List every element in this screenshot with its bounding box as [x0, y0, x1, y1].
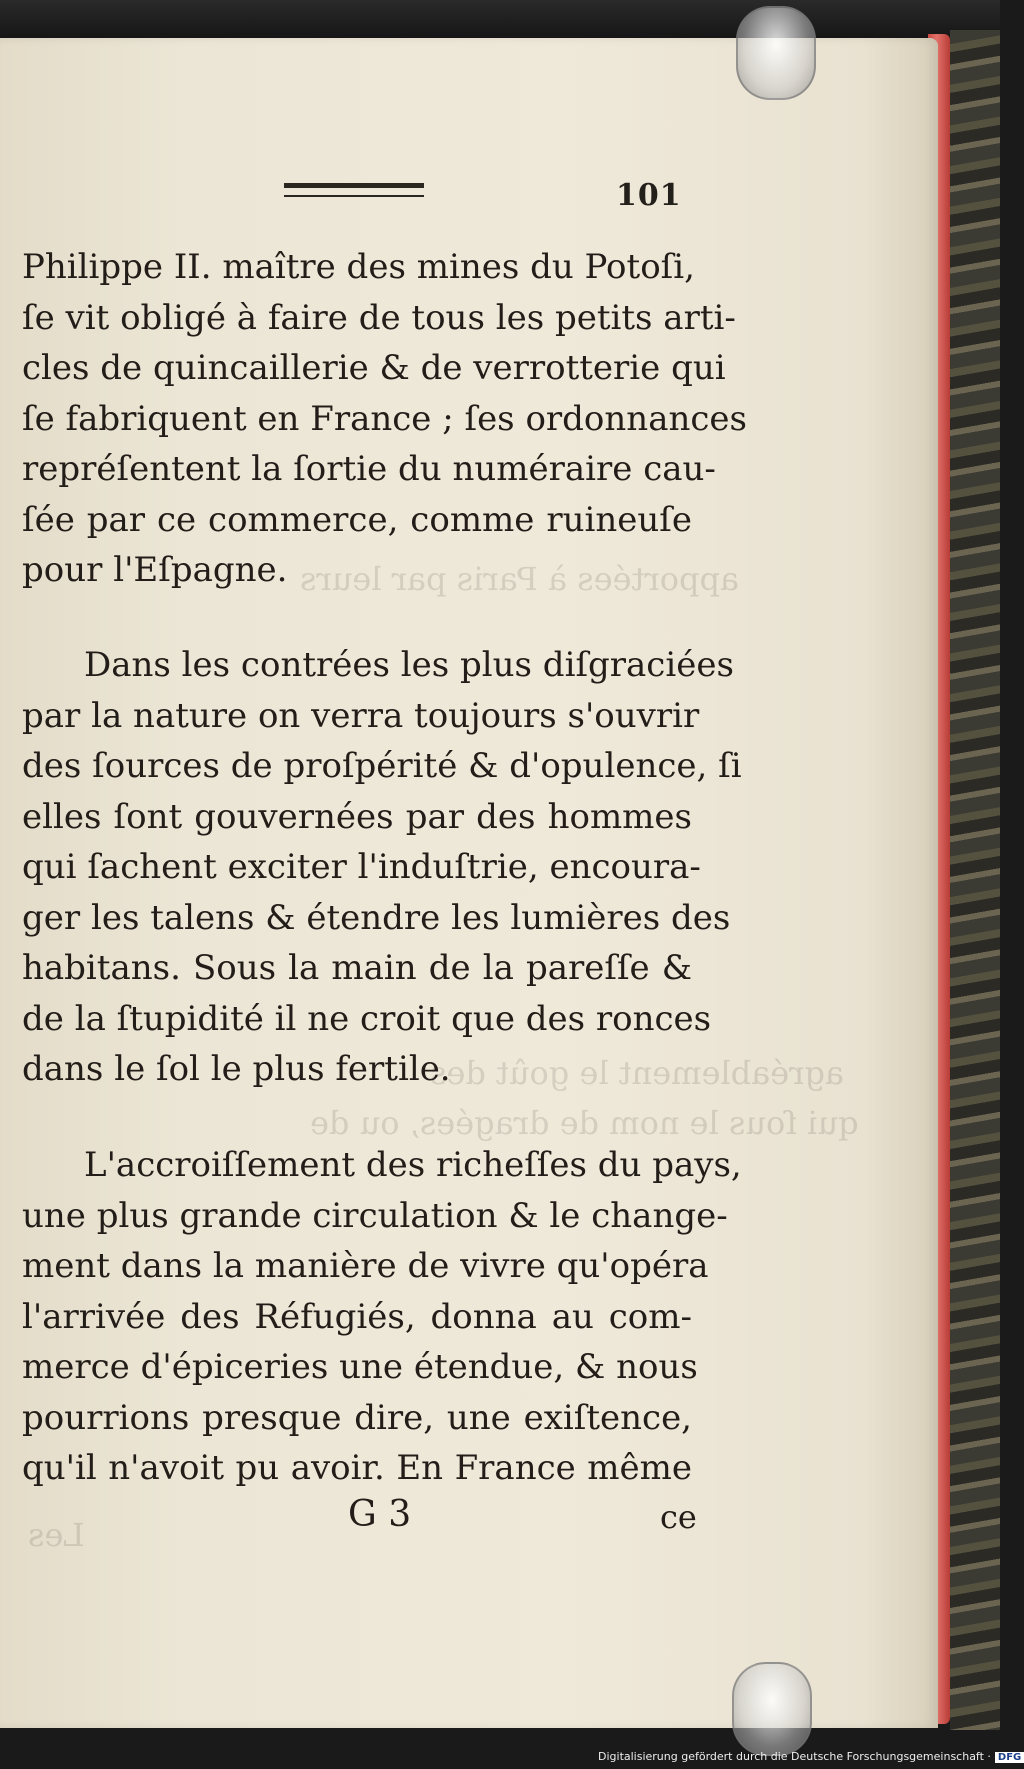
text-line: Philippe II. maître des mines du Potoſi, [22, 247, 695, 287]
text-line: pour l'Eſpagne. [22, 550, 288, 590]
text-line: ment dans la manière de vivre qu'opéra [22, 1246, 709, 1286]
credit-text: Digitalisierung gefördert durch die Deutsche Forschungsgemeinschaft · [598, 1750, 991, 1763]
text-line: dans le ſol le plus fertile. [22, 1049, 451, 1089]
glass-clip-top [736, 6, 816, 100]
text-line: ſée par ce commerce, comme ruineuſe [22, 499, 692, 540]
text-line: L'accroiſſement des richeſſes du pays, [84, 1145, 742, 1185]
text-line: elles ſont gouvernées par des hommes [22, 796, 692, 837]
signature-mark: G 3 [348, 1494, 412, 1535]
text-line: des ſources de proſpérité & d'opulence, ſi [22, 746, 742, 786]
text-line: habitans. Sous la main de la pareſſe & [22, 948, 692, 988]
text-line: repréſentent la ſortie du numéraire cau- [22, 449, 716, 489]
book-cover-edge [950, 30, 1000, 1730]
text-line: ſe fabriquent en France ; ſes ordonnances [22, 398, 747, 439]
show-through-text: apportées à Paris par leurs [300, 560, 740, 598]
text-line: qu'il n'avoit pu avoir. En France même [22, 1448, 692, 1488]
text-line: merce d'épiceries une étendue, & nous [22, 1347, 698, 1387]
catchword: ce [660, 1498, 697, 1536]
page-number: 101 [616, 178, 682, 213]
paragraph-3 [22, 1140, 742, 1494]
text-line: ger les talens & étendre les lumières des [22, 897, 731, 938]
header-rule [284, 183, 424, 197]
text-line: une plus grande circulation & le change- [22, 1195, 728, 1236]
text-line: pourrions presque dire, une exiſtence, [22, 1397, 692, 1438]
paragraph-2 [22, 640, 742, 1095]
text-line: Dans les contrées les plus diſgraciées [84, 645, 734, 685]
show-through-text: agréablement le goût des [430, 1054, 845, 1092]
paragraph-1 [22, 242, 747, 596]
text-line: de la ſtupidité il ne croit que des ronces [22, 998, 712, 1039]
show-through-text: Les [28, 1516, 85, 1554]
digitization-credit [598, 1750, 1024, 1763]
text-line: qui ſachent exciter l'induſtrie, encoura- [22, 847, 701, 887]
glass-clip-bottom [732, 1662, 812, 1756]
show-through-text: qui ſous le nom de dragées, ou de [310, 1104, 859, 1142]
text-line: par la nature on verra toujours s'ouvrir [22, 695, 700, 736]
text-line: cles de quincaillerie & de verrotterie qui [22, 348, 726, 388]
text-line: ſe vit obligé à faire de tous les petits arti- [22, 297, 736, 338]
text-line: l'arrivée des Réfugiés, donna au com- [22, 1296, 692, 1337]
scan-background-top [0, 0, 1000, 42]
dfg-logo: DFG [995, 1752, 1024, 1763]
